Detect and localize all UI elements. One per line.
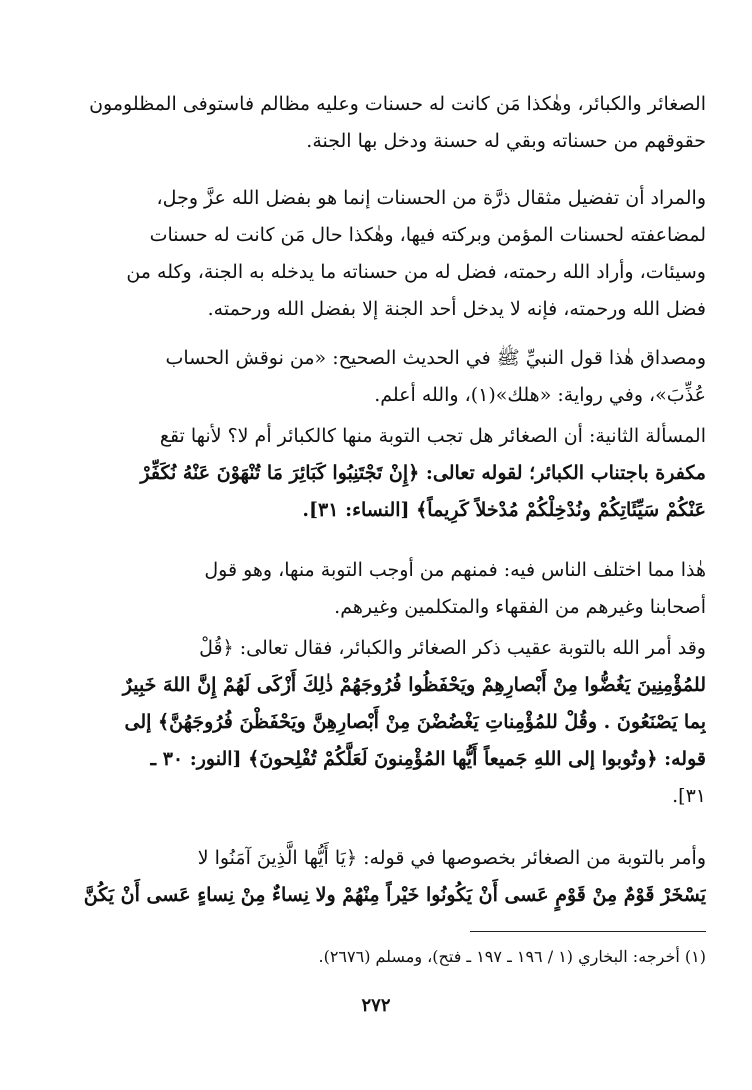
paragraph-5	[78, 552, 706, 626]
text-line: ومصداق هٰذا قول النبيِّ ﷺ في الحديث الصحيح: «من نوقش الحساب	[165, 347, 706, 369]
quran-verse-line: عَنْكُمْ سَيِّئَاتِكُمْ ونُدْخِلْكُمْ مُدْخلاً كَرِيماً﴾ [النساء: ٣١].	[302, 499, 706, 521]
text-line: هٰذا مما اختلف الناس فيه: فمنهم من أوجب التوبة منها، وهو قول	[204, 559, 706, 581]
text-line: عُذِّبَ»، وفي رواية: «هلك»(١)، والله أعلم.	[374, 384, 706, 406]
paragraph-6	[78, 630, 706, 815]
text-line: وقد أمر الله بالتوبة عقيب ذكر الصغائر والكبائر، فقال تعالى: ﴿قُلْ	[199, 637, 706, 659]
page-number: ٢٧٢	[361, 995, 391, 1016]
text-line: الصغائر والكبائر، وهٰكذا مَن كانت له حسنات وعليه مظالم فاستوفى المظلومون	[89, 93, 706, 115]
quran-verse-line: يَسْخَرْ قَوْمٌ مِنْ قَوْمٍ عَسى أَنْ يَكُونُوا خَيْراً مِنْهُمْ ولا نِساءٌ مِنْ نِساءٍ عَسى أَنْ يَكُنَّ	[83, 884, 706, 906]
footnote-divider	[470, 931, 706, 932]
quran-verse-line: بِما يَصْنَعُونَ . وقُلْ للمُؤْمِناتِ يَغْضُضْنَ مِنْ أَبْصارِهِنَّ ويَحْفَظْنَ فُرُوجَهُنَّ﴾ إلى	[124, 711, 706, 733]
paragraph-7	[78, 840, 706, 914]
text-line: وسيئات، وأراد الله رحمته، فضل له من حسناته ما يدخله به الجنة، وكله من	[126, 261, 706, 283]
paragraph-3	[78, 340, 706, 414]
text-line: والمراد أن تفضيل مثقال ذرَّة من الحسنات إنما هو بفضل الله عزَّ وجل،	[156, 187, 706, 209]
paragraph-2	[78, 180, 706, 328]
paragraph-1	[78, 86, 706, 160]
text-line: أصحابنا وغيرهم من الفقهاء والمتكلمين وغيرهم.	[334, 596, 706, 618]
text-line: ٣١].	[672, 785, 706, 807]
quran-verse-line: للمُؤْمِنِينَ يَغُضُّوا مِنْ أَبْصارِهِمْ ويَحْفَظُوا فُرُوجَهُمْ ذٰلِكَ أَزْكَى لَهُمْ إِنَّ اللهَ خَبِيرٌ	[122, 674, 706, 696]
quran-verse-line: مكفرة باجتناب الكبائر؛ لقوله تعالى: ﴿إِنْ تَجْتَنِبُوا كَبَائِرَ مَا تُنْهَوْنَ عَنْهُ نُكَفِّرْ	[140, 462, 706, 484]
text-line: لمضاعفته لحسنات المؤمن وبركته فيها، وهٰكذا حال مَن كانت له حسنات	[149, 224, 706, 246]
text-line: وأمر بالتوبة من الصغائر بخصوصها في قوله: ﴿يَا أَيُّها الَّذِينَ آمَنُوا لا	[197, 847, 706, 869]
quran-verse-line: قوله: ﴿وتُوبوا إلى اللهِ جَميعاً أَيُّها المُؤْمِنونَ لَعَلَّكُمْ تُفْلِحونَ﴾ [النور: ٣٠ ـ	[150, 748, 706, 770]
text-line: حقوقهم من حسناته وبقي له حسنة ودخل بها الجنة.	[306, 130, 706, 152]
paragraph-issue-two	[78, 418, 706, 529]
footnote: (١) أخرجه: البخاري (١ / ١٩٦ ـ ١٩٧ ـ فتح)، ومسلم (٢٦٧٦).	[318, 947, 706, 966]
text-line: فضل الله ورحمته، فإنه لا يدخل أحد الجنة إلا بفضل الله ورحمته.	[207, 298, 706, 320]
text-line: المسألة الثانية: أن الصغائر هل تجب التوبة منها كالكبائر أم لا؟ لأنها تقع	[159, 425, 706, 447]
